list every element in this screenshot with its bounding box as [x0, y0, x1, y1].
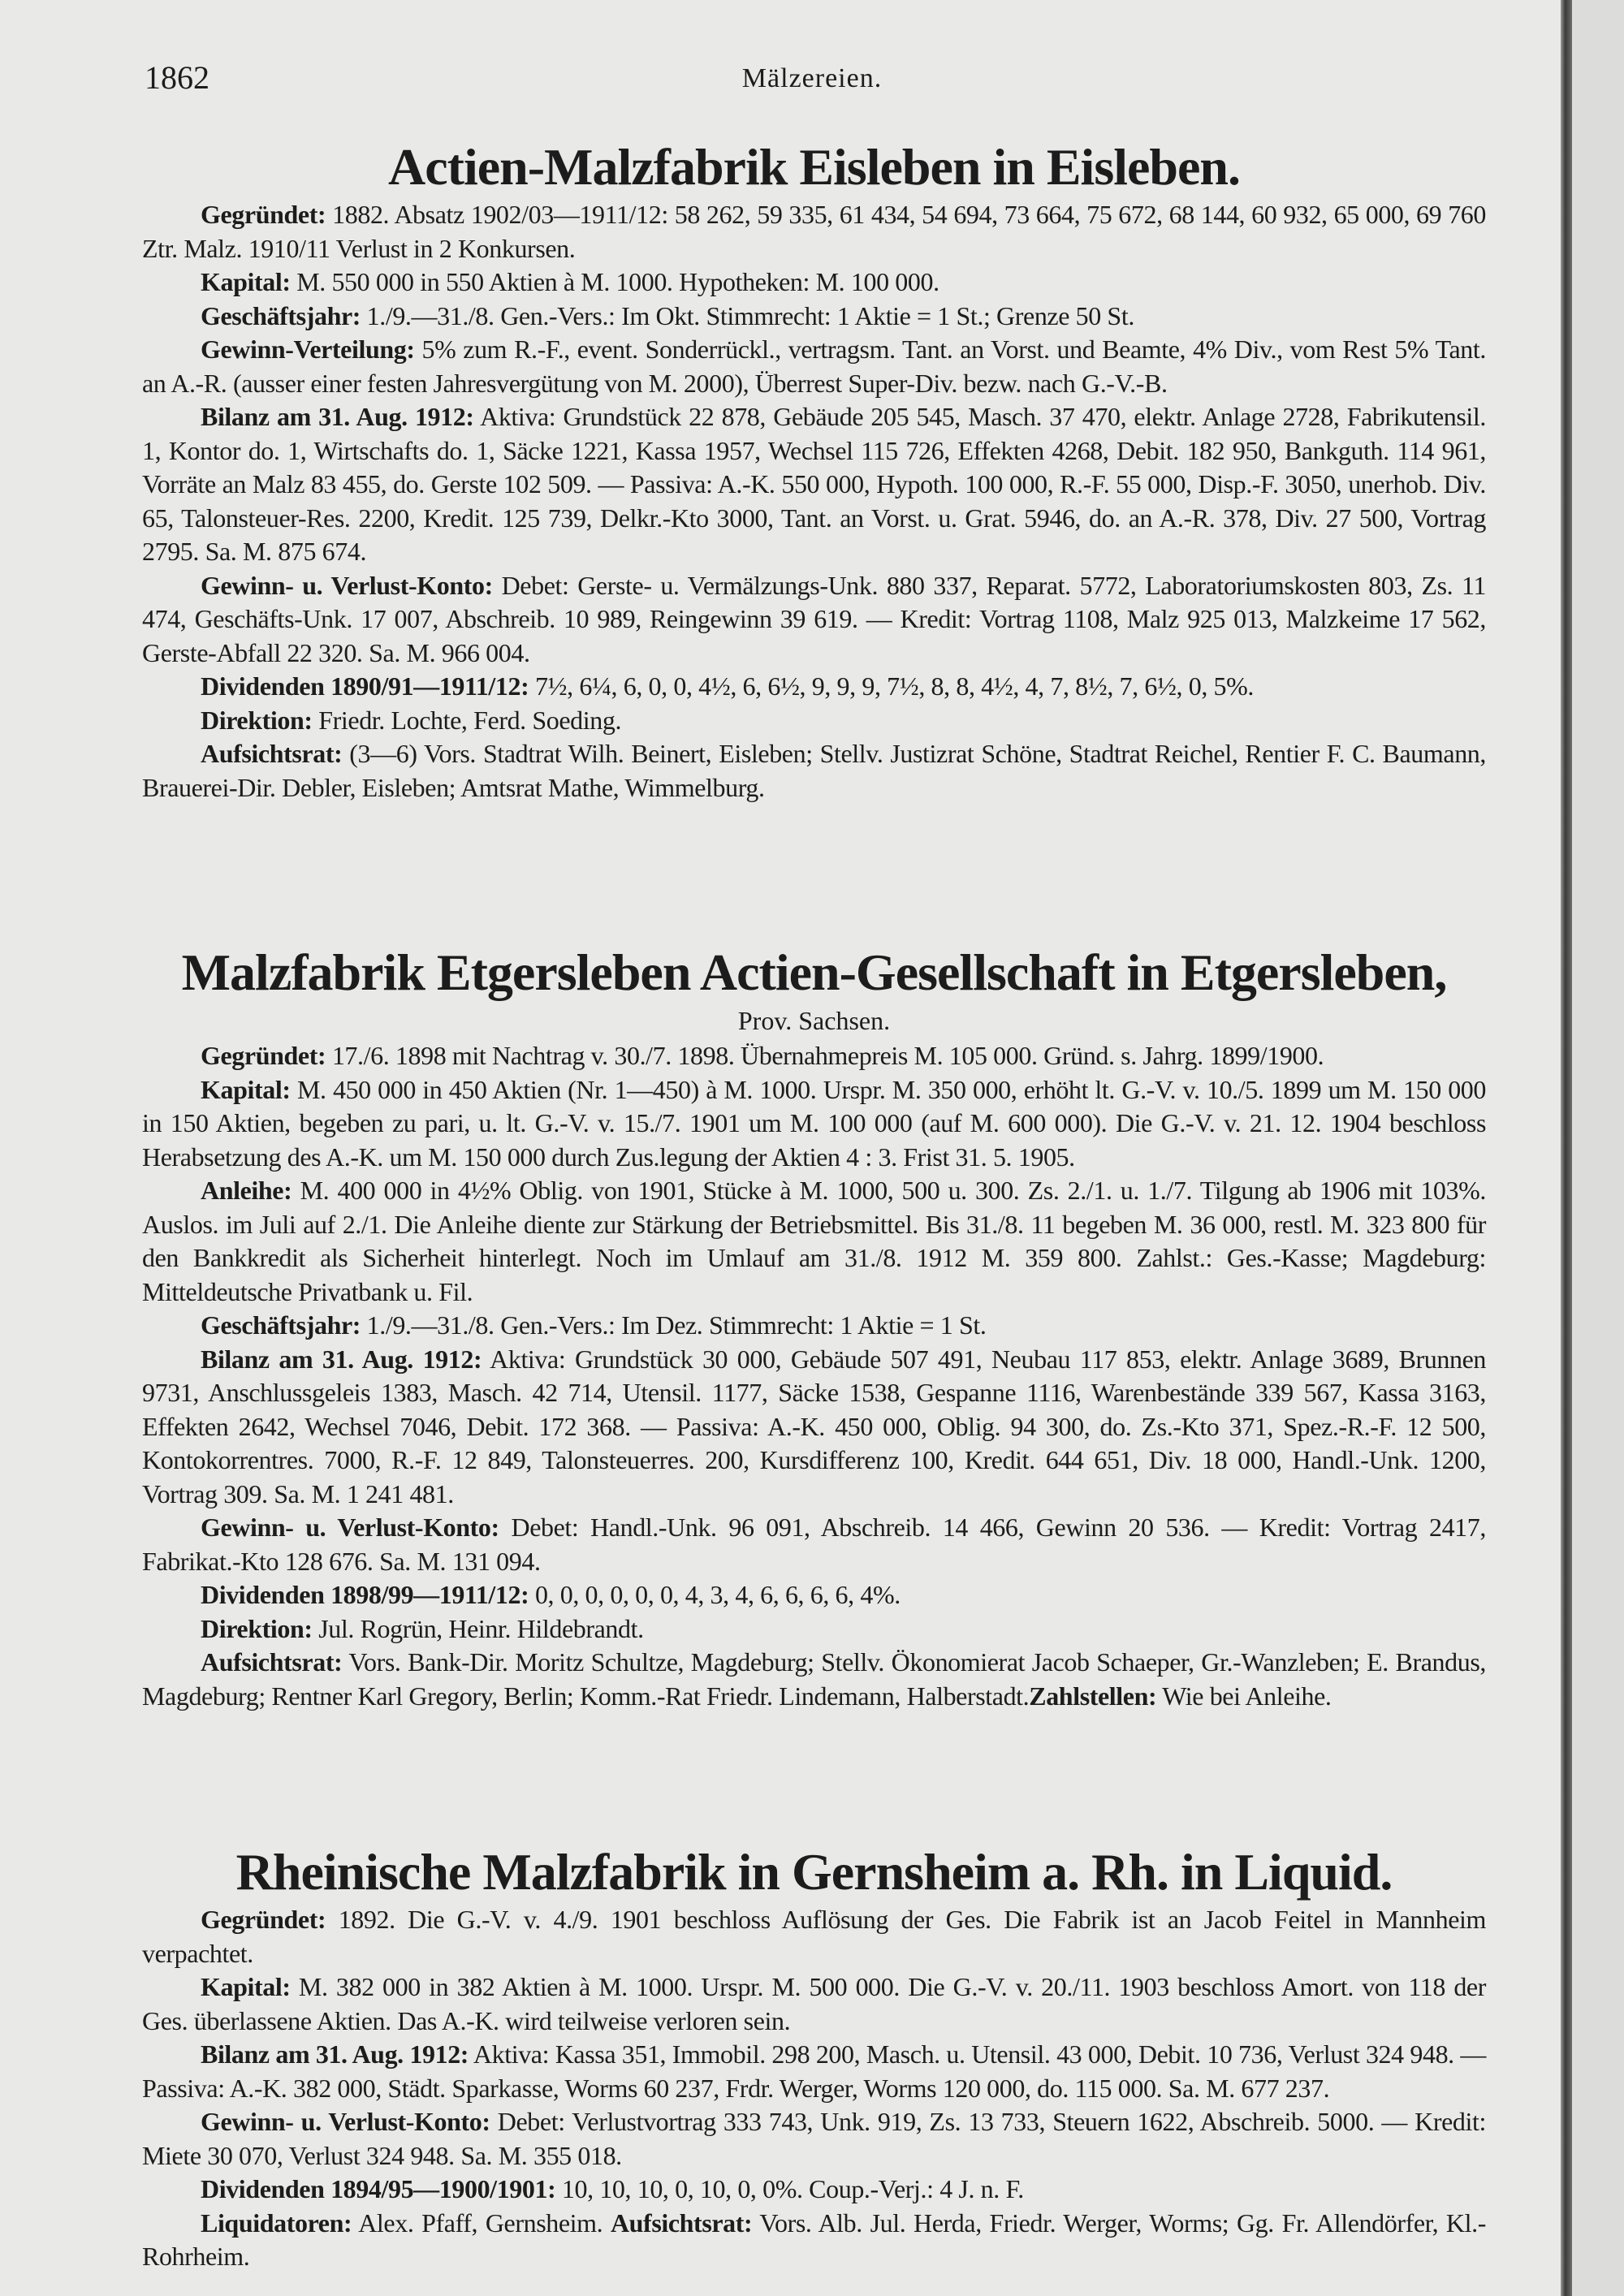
field-label: Geschäftsjahr: — [201, 300, 361, 330]
entry-paragraph — [142, 1646, 1486, 1713]
field-text: Vors. Bank-Dir. Moritz Schultze, Magdeburg; Stellv. Ökonomierat Jacob Schaeper, Gr.-Wanzleben; E. Brandus, Magdeburg; Rentner Karl Gregory, Berlin; Komm.-Rat Friedr. Lindemann, Halberstadt. — [142, 1647, 1486, 1711]
entry-paragraph — [142, 1039, 1486, 1073]
entry-paragraph — [142, 333, 1486, 400]
entry-body — [142, 198, 1486, 805]
field-text: 1892. Die G.-V. v. 4./9. 1901 beschloss Auflösung der Ges. Die Fabrik ist an Jacob Feitel in Mannheim verpachtet. — [142, 1905, 1486, 1968]
entry-paragraph — [142, 704, 1486, 738]
company-subtitle: Prov. Sachsen. — [737, 1006, 891, 1035]
field-label: Kapital: — [201, 1972, 291, 2001]
adjacent-page-margin — [1572, 0, 1624, 2296]
company-title: Malzfabrik Etgersleben Actien-Gesellschaft in Etgersleben, — [181, 943, 1447, 1001]
company-entry-eisleben — [142, 136, 1486, 805]
entry-paragraph — [142, 670, 1486, 704]
entry-paragraph — [142, 1343, 1486, 1512]
field-text: 7½, 6¼, 6, 0, 0, 4½, 6, 6½, 9, 9, 9, 7½, 8, 8, 4½, 4, 7, 8½, 7, 6½, 0, 5%. — [529, 671, 1255, 701]
entry-paragraph — [142, 1970, 1486, 2038]
field-label: Gewinn- u. Verlust-Konto: — [201, 2107, 490, 2136]
field-label: Dividenden 1898/99—1911/12: — [201, 1580, 529, 1609]
field-text: Aktiva: Grundstück 30 000, Gebäude 507 491, Neubau 117 853, elektr. Anlage 3689, Brunnen 9731, Anschlussgeleis 1383, Masch. 42 714, Utensil. 1177, Säcke 1538, Gespanne 1116, Warenbestände 339 567, Kassa 3163, Effekten 2642, Wechsel 7046, Debit. 172 368. — Passiva: A.-K. 450 000, Oblig. 94 300, do. Zs.-Kto 371, Spez.-R.-F. 12 500, Kontokorrentres. 7000, R.-F. 12 849, Talonsteuerres. 200, Kursdifferenz 100, Kredit. 644 651, Div. 18 000, Handl.-Unk. 1200, Vortrag 309. Sa. M. 1 241 481. — [142, 1344, 1486, 1508]
field-text: 5% zum R.-F., event. Sonderrückl., vertragsm. Tant. an Vorst. und Beamte, 4% Div., vom Rest 5% Tant. an A.-R. (ausser einer festen Jahresvergütung von M. 2000), Überrest Super-Div. bezw. nach G.-V.-B. — [142, 334, 1486, 398]
entry-paragraph — [142, 2105, 1486, 2173]
entry-paragraph — [142, 198, 1486, 265]
field-label: Gegründet: — [201, 200, 326, 229]
field-text: Debet: Handl.-Unk. 96 091, Abschreib. 14 466, Gewinn 20 536. — Kredit: Vortrag 2417, Fabrikat.-Kto 128 676. Sa. M. 131 094. — [142, 1513, 1486, 1576]
entry-paragraph — [142, 569, 1486, 671]
field-text: Debet: Verlustvortrag 333 743, Unk. 919, Zs. 13 733, Steuern 1622, Abschreib. 5000. — Kredit: Miete 30 070, Verlust 324 948. Sa. M. 355 018. — [142, 2107, 1486, 2170]
field-text: Friedr. Lochte, Ferd. Soeding. — [312, 705, 622, 735]
field-text: 17./6. 1898 mit Nachtrag v. 30./7. 1898. Übernahmepreis M. 105 000. Gründ. s. Jahrg. 1899/1900. — [326, 1041, 1324, 1070]
field-label: Bilanz am 31. Aug. 1912: — [201, 2039, 469, 2069]
entry-paragraph — [142, 400, 1486, 569]
field-text: Jul. Rogrün, Heinr. Hildebrandt. — [312, 1613, 644, 1643]
entry-paragraph — [142, 265, 1486, 300]
field-label: Kapital: — [201, 267, 291, 296]
field-text: Aktiva: Grundstück 22 878, Gebäude 205 545, Masch. 37 470, elektr. Anlage 2728, Fabrikutensil. 1, Kontor do. 1, Wirtschafts do. 1, Säcke 1221, Kassa 1957, Wechsel 115 726, Effekten 4268, Debit. 182 950, Bankguth. 114 961, Vorräte an Malz 83 455, do. Gerste 102 509. — Passiva: A.-K. 550 000, Hypoth. 100 000, R.-F. 55 000, Disp.-F. 3050, unerhob. Div. 65, Talonsteuer-Res. 2200, Kredit. 125 739, Delkr.-Kto 3000, Tant. an Vorst. u. Grat. 5946, do. an A.-R. 378, Div. 27 500, Vortrag 2795. Sa. M. 875 674. — [142, 402, 1486, 566]
field-label: Gewinn-Verteilung: — [201, 334, 415, 364]
company-title: Rheinische Malzfabrik in Gernsheim a. Rh. in Liquid. — [235, 1843, 1393, 1901]
field-text: Aktiva: Kassa 351, Immobil. 298 200, Masch. u. Utensil. 43 000, Debit. 10 736, Verlust 324 948. — Passiva: A.-K. 382 000, Städt. Sparkasse, Worms 60 237, Frdr. Werger, Worms 120 000, do. 115 000. Sa. M. 677 237. — [142, 2039, 1486, 2103]
field-label: Kapital: — [201, 1074, 291, 1104]
field-text: M. 450 000 in 450 Aktien (Nr. 1—450) à M. 1000. Urspr. M. 350 000, erhöht lt. G.-V. v. 10./5. 1899 um M. 150 000 in 150 Aktien, begeben zu pari, u. lt. G.-V. v. 15./7. 1901 um M. 100 000 (auf M. 600 000). Die G.-V. v. 21. 12. 1904 beschloss Herabsetzung des A.-K. um M. 150 000 durch Zus.legung der Aktien 4 : 3. Frist 31. 5. 1905. — [142, 1074, 1486, 1172]
field-label: Direktion: — [201, 1613, 313, 1643]
field-text: M. 550 000 in 550 Aktien à M. 1000. Hypotheken: M. 100 000. — [290, 267, 939, 296]
entry-paragraph — [142, 1073, 1486, 1175]
page-number: 1862 — [145, 59, 209, 96]
field-text: 1./9.—31./8. Gen.-Vers.: Im Dez. Stimmrecht: 1 Aktie = 1 St. — [361, 1310, 987, 1340]
field-label: Aufsichtsrat: — [201, 1647, 343, 1677]
field-label: Bilanz am 31. Aug. 1912: — [201, 402, 474, 431]
entry-body — [142, 1903, 1486, 2274]
field-label: Anleihe: — [201, 1176, 292, 1205]
company-title: Actien-Malzfabrik Eisleben in Eisleben. — [388, 138, 1240, 196]
entry-paragraph — [142, 1511, 1486, 1578]
field-text: 10, 10, 10, 0, 10, 0, 0%. Coup.-Verj.: 4 J. n. F. — [555, 2174, 1024, 2203]
field-label: Aufsichtsrat: — [610, 2208, 753, 2238]
field-label: Gewinn- u. Verlust-Konto: — [201, 1513, 499, 1542]
entry-paragraph — [142, 1612, 1486, 1646]
field-label: Direktion: — [201, 705, 313, 735]
field-label: Geschäftsjahr: — [201, 1310, 361, 1340]
field-text: Vors. Alb. Jul. Herda, Friedr. Werger, Worms; Gg. Fr. Allendörfer, Kl.-Rohrheim. — [142, 2208, 1486, 2271]
field-label: Gewinn- u. Verlust-Konto: — [201, 570, 493, 600]
entry-body — [142, 1039, 1486, 1713]
field-label: Dividenden 1890/91—1911/12: — [201, 671, 529, 701]
field-text: Alex. Pfaff, Gernsheim. — [352, 2208, 611, 2238]
field-label: Aufsichtsrat: — [201, 739, 343, 768]
entry-paragraph — [142, 2038, 1486, 2105]
entry-paragraph — [142, 300, 1486, 334]
field-text: Debet: Gerste- u. Vermälzungs-Unk. 880 337, Reparat. 5772, Laboratoriumskosten 803, Zs. 11 474, Geschäfts-Unk. 17 007, Abschreib. 10 989, Reingewinn 39 619. — Kredit: Vortrag 1108, Malz 925 013, Malzkeime 17 562, Gerste-Abfall 22 320. Sa. M. 966 004. — [142, 570, 1486, 667]
field-label: Gegründet: — [201, 1041, 326, 1070]
field-label: Dividenden 1894/95—1900/1901: — [201, 2174, 556, 2203]
field-text: M. 400 000 in 4½% Oblig. von 1901, Stücke à M. 1000, 500 u. 300. Zs. 2./1. u. 1./7. Tilgung ab 1906 mit 103%. Auslos. im Juli auf 2./1. Die Anleihe diente zur Stärkung der Betriebsmittel. Bis 31./8. 11 begeben M. 36 000, restl. M. 323 800 für den Bankkredit als Sicherheit hinterlegt. Noch im Umlauf am 31./8. 1912 M. 359 800. Zahlst.: Ges.-Kasse; Magdeburg: Mitteldeutsche Privatbank u. Fil. — [142, 1176, 1486, 1306]
company-entry-gernsheim — [142, 1841, 1486, 2274]
entry-paragraph — [142, 737, 1486, 805]
field-text: M. 382 000 in 382 Aktien à M. 1000. Urspr. M. 500 000. Die G.-V. v. 20./11. 1903 beschloss Amort. von 118 der Ges. überlassene Aktien. Das A.-K. wird teilweise verloren sein. — [142, 1972, 1486, 2035]
entry-paragraph — [142, 2207, 1486, 2274]
company-entry-etgersleben — [142, 942, 1486, 1713]
field-text: 0, 0, 0, 0, 0, 0, 4, 3, 4, 6, 6, 6, 6, 4%. — [529, 1580, 901, 1609]
page-binding-edge — [1561, 0, 1572, 2296]
entry-paragraph — [142, 2173, 1486, 2207]
field-text: Wie bei Anleihe. — [1156, 1681, 1332, 1711]
entry-paragraph — [142, 1578, 1486, 1612]
field-text: (3—6) Vors. Stadtrat Wilh. Beinert, Eisleben; Stellv. Justizrat Schöne, Stadtrat Reichel, Rentier F. C. Baumann, Brauerei-Dir. Debler, Eisleben; Amtsrat Mathe, Wimmelburg. — [142, 739, 1486, 802]
field-label: Zahlstellen: — [1029, 1681, 1157, 1711]
entry-paragraph — [142, 1309, 1486, 1343]
entry-paragraph — [142, 1903, 1486, 1970]
field-label: Liquidatoren: — [201, 2208, 352, 2238]
entry-paragraph — [142, 1174, 1486, 1309]
field-label: Bilanz am 31. Aug. 1912: — [201, 1344, 482, 1374]
field-text: 1882. Absatz 1902/03—1911/12: 58 262, 59 335, 61 434, 54 694, 73 664, 75 672, 68 144, 60 932, 65 000, 69 760 Ztr. Malz. 1910/11 Verlust in 2 Konkursen. — [142, 200, 1486, 263]
field-label: Gegründet: — [201, 1905, 326, 1934]
field-text: 1./9.—31./8. Gen.-Vers.: Im Okt. Stimmrecht: 1 Aktie = 1 St.; Grenze 50 St. — [361, 300, 1134, 330]
running-head: Mälzereien. — [741, 63, 883, 93]
